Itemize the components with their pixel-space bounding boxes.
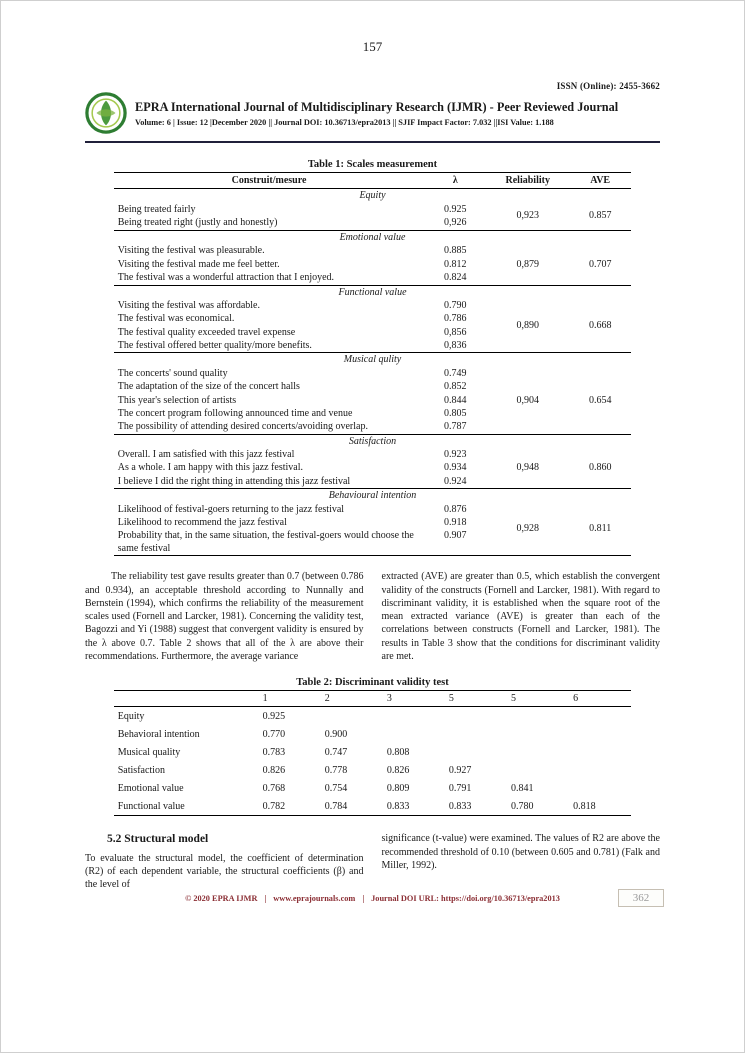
correlation-value: 0.784 bbox=[321, 797, 383, 816]
construct-item: The festival was economical. bbox=[117, 313, 235, 325]
correlation-value bbox=[569, 761, 631, 779]
construct-item: The concert program following announced time and venue bbox=[117, 407, 353, 419]
table2-column-header: 5 bbox=[445, 691, 507, 707]
table1-header-row bbox=[114, 173, 632, 189]
lambda-value: 0.812 bbox=[444, 258, 467, 270]
ave-value: 0.857 bbox=[588, 210, 612, 222]
table1-section-title: Satisfaction bbox=[114, 434, 632, 449]
table1-data-row bbox=[114, 504, 632, 517]
construct-item: Likelihood of festival-goers returning to the jazz festival bbox=[117, 504, 345, 515]
table1-section-title: Behavioural intention bbox=[114, 489, 632, 504]
table2-data-row bbox=[114, 725, 632, 743]
ave-value: 0.707 bbox=[588, 258, 612, 270]
correlation-value: 0.833 bbox=[445, 797, 507, 816]
reliability-value: 0,890 bbox=[516, 319, 539, 331]
table1-section-title: Emotional value bbox=[114, 230, 632, 245]
lambda-value: 0.805 bbox=[444, 407, 467, 419]
correlation-value: 0.782 bbox=[259, 797, 321, 816]
correlation-value bbox=[569, 743, 631, 761]
correlation-value: 0.754 bbox=[324, 782, 348, 794]
table2-row-label: Musical quality bbox=[117, 746, 181, 758]
footer-separator: | bbox=[264, 894, 267, 903]
page-content bbox=[85, 159, 660, 892]
journal-title-line bbox=[135, 100, 660, 115]
reliability-value: 0,904 bbox=[516, 394, 539, 406]
table1-title: Table 1: Scales measurement bbox=[307, 159, 438, 170]
construct-item: Likelihood to recommend the jazz festival bbox=[117, 517, 287, 529]
footer-page-number: 362 bbox=[618, 889, 664, 907]
table1-column-header: Reliability bbox=[486, 173, 569, 189]
lambda-value: 0.923 bbox=[444, 449, 467, 461]
table1-column-header: Construit/mesure bbox=[114, 173, 425, 189]
journal-logo-icon bbox=[85, 92, 127, 134]
reliability-value: 0,923 bbox=[516, 210, 539, 222]
correlation-value bbox=[569, 779, 631, 797]
table2-column-header: 1 bbox=[259, 691, 321, 707]
correlation-value bbox=[507, 743, 569, 761]
ave-value: 0.668 bbox=[588, 319, 612, 331]
text-column-right-1 bbox=[382, 570, 661, 663]
lambda-value: 0.790 bbox=[444, 300, 467, 312]
construct-item: The festival quality exceeded travel expense bbox=[117, 326, 296, 338]
construct-item: Being treated fairly bbox=[117, 203, 196, 215]
ave-value: 0.860 bbox=[588, 462, 612, 474]
correlation-value: 0.826 bbox=[386, 764, 410, 776]
construct-item: Being treated right (justly and honestly) bbox=[117, 217, 278, 229]
correlation-value bbox=[383, 707, 445, 726]
table2-row-label: Equity bbox=[117, 710, 145, 722]
footer-website-link[interactable]: www.eprajournals.com bbox=[273, 894, 356, 903]
construct-item: The possibility of attending desired concerts/avoiding overlap. bbox=[117, 420, 368, 432]
correlation-value: 0.791 bbox=[448, 782, 472, 794]
paragraph-structural-model-left: To evaluate the structural model, the coefficient of determination (R2) of each dependent variable, the structural coefficients (β) and the level of bbox=[85, 852, 364, 891]
lambda-value: 0.786 bbox=[444, 313, 467, 325]
lambda-value: 0.824 bbox=[444, 271, 467, 283]
correlation-value bbox=[445, 725, 507, 743]
construct-item: Visiting the festival was affordable. bbox=[117, 300, 260, 312]
text-column-right-2 bbox=[382, 832, 661, 891]
construct-item: Visiting the festival was pleasurable. bbox=[117, 245, 265, 257]
paragraph-ave: extracted (AVE) are greater than 0.5, which establish the convergent validity of the constructs (Fornell and Larcker, 1981). With regard to discriminant validity, it is established when the square root of the mean extracted variance (AVE) is greater than each of the correlations between constructs (Fornell and Larcker, 1981). The results in Table 3 show that the conditions for discriminant validity are met. bbox=[381, 571, 660, 663]
footer-copyright: © 2020 EPRA IJMR bbox=[185, 894, 258, 903]
lambda-value: 0.885 bbox=[444, 245, 467, 257]
issn-text: ISSN (Online): 2455-3662 bbox=[556, 81, 660, 91]
construct-item: The adaptation of the size of the concert halls bbox=[117, 381, 300, 393]
body-text-block-2 bbox=[85, 832, 660, 891]
table2-discriminant-validity bbox=[114, 690, 632, 816]
lambda-value: 0.907 bbox=[424, 530, 486, 556]
table1-data-row bbox=[114, 368, 632, 381]
correlation-value: 0.925 bbox=[262, 710, 286, 722]
correlation-value: 0.778 bbox=[324, 764, 348, 776]
correlation-value: 0.770 bbox=[262, 728, 286, 740]
table2-column-header: 3 bbox=[383, 691, 445, 707]
table2-title: Table 2: Discriminant validity test bbox=[296, 677, 449, 689]
table2-row-label: Functional value bbox=[114, 797, 259, 816]
table1-column-header: λ bbox=[424, 173, 486, 189]
table1-data-row bbox=[114, 203, 632, 216]
correlation-value: 0.900 bbox=[324, 728, 348, 740]
correlation-value bbox=[507, 761, 569, 779]
section-5-2-heading: 5.2 Structural model bbox=[107, 833, 209, 846]
table2-data-row bbox=[114, 761, 632, 779]
table2-data-row bbox=[114, 707, 632, 726]
table1-data-row bbox=[114, 300, 632, 313]
correlation-value: 0.780 bbox=[507, 797, 569, 816]
top-page-number: 157 bbox=[362, 39, 383, 54]
table1-section-title: Equity bbox=[114, 189, 632, 204]
lambda-value: 0.852 bbox=[444, 381, 467, 393]
reliability-value: 0,948 bbox=[516, 462, 539, 474]
correlation-value: 0.747 bbox=[324, 746, 348, 758]
page-footer bbox=[85, 894, 660, 903]
construct-item: Visiting the festival made me feel better. bbox=[117, 258, 280, 270]
journal-header bbox=[85, 81, 660, 134]
correlation-value: 0.927 bbox=[448, 764, 472, 776]
footer-separator: | bbox=[362, 894, 365, 903]
table1-data-row bbox=[114, 245, 632, 258]
table2-column-header: 6 bbox=[569, 691, 631, 707]
table1-section-row bbox=[114, 230, 632, 245]
journal-title: EPRA International Journal of Multidisciplinary Research (IJMR) bbox=[135, 99, 487, 114]
table2-header-row bbox=[114, 691, 632, 707]
table2-row-label: Emotional value bbox=[117, 782, 184, 794]
ave-value: 0.654 bbox=[588, 394, 612, 406]
correlation-value bbox=[383, 725, 445, 743]
correlation-value: 0.841 bbox=[511, 782, 534, 794]
correlation-value: 0.833 bbox=[383, 797, 445, 816]
correlation-value bbox=[507, 707, 569, 726]
lambda-value: 0,926 bbox=[444, 217, 467, 229]
construct-item: The festival offered better quality/more benefits. bbox=[117, 339, 312, 351]
correlation-value: 0.818 bbox=[569, 797, 631, 816]
construct-item: Overall. I am satisfied with this jazz festival bbox=[117, 449, 295, 461]
construct-item: The festival was a wonderful attraction that I enjoyed. bbox=[117, 271, 335, 283]
journal-meta: Volume: 6 | Issue: 12 |December 2020 || Journal DOI: 10.36713/epra2013 || SJIF Impact Factor: 7.032 ||ISI Value: 1.188 bbox=[135, 117, 554, 127]
ave-value: 0.811 bbox=[569, 504, 631, 556]
correlation-value bbox=[321, 707, 383, 726]
paragraph-reliability: The reliability test gave results greater than 0.7 (between 0.786 and 0.934), an acceptable threshold according to Nunnally and Bernstein (1994), which confirms the reliability of the measurement scales used (Fornell and Larcker, 1981). Concerning the validity test, Bagozzi and Yi (1988) suggest that convergent validity is ensured by the λ above 0.7. Table 2 shows that all of the λ are above their recommendations. Furthermore, the average variance bbox=[85, 571, 364, 663]
lambda-value: 0.934 bbox=[444, 462, 467, 474]
lambda-value: 0.918 bbox=[444, 517, 467, 529]
lambda-value: 0,856 bbox=[444, 326, 467, 338]
lambda-value: 0.924 bbox=[444, 475, 467, 487]
table2-row-label: Satisfaction bbox=[117, 764, 165, 776]
correlation-value: 0.826 bbox=[262, 764, 286, 776]
correlation-value: 0.768 bbox=[262, 782, 286, 794]
correlation-value: 0.808 bbox=[386, 746, 410, 758]
journal-subtitle: - Peer Reviewed Journal bbox=[486, 99, 619, 114]
lambda-value: 0,836 bbox=[444, 339, 467, 351]
construct-item: This year's selection of artists bbox=[117, 394, 237, 406]
correlation-value bbox=[569, 725, 631, 743]
text-column-left-2 bbox=[85, 832, 364, 891]
lambda-value: 0.876 bbox=[444, 504, 467, 515]
lambda-value: 0.925 bbox=[444, 203, 467, 215]
correlation-value bbox=[569, 707, 631, 726]
body-text-block-1 bbox=[85, 570, 660, 663]
table1-column-header: AVE bbox=[569, 173, 631, 189]
correlation-value: 0.809 bbox=[386, 782, 410, 794]
table2-data-row bbox=[114, 797, 632, 816]
table2-column-header: 5 bbox=[507, 691, 569, 707]
table2-row-label: Behavioral intention bbox=[117, 728, 200, 740]
construct-item: Probability that, in the same situation, the festival-goers would choose the same festival bbox=[114, 530, 425, 556]
reliability-value: 0,928 bbox=[486, 504, 569, 556]
footer-doi-link[interactable]: Journal DOI URL: https://doi.org/10.36713/epra2013 bbox=[371, 894, 560, 903]
reliability-value: 0,879 bbox=[516, 258, 539, 270]
paragraph-structural-model-right: significance (t-value) were examined. The values of R2 are above the recommended threshold of 0.10 (between 0.605 and 0.781) (Falk and Miller, 1992). bbox=[381, 833, 660, 871]
table1-body bbox=[114, 189, 632, 556]
lambda-value: 0.787 bbox=[444, 420, 467, 432]
correlation-value bbox=[445, 743, 507, 761]
lambda-value: 0.844 bbox=[444, 394, 467, 406]
table2-column-header bbox=[114, 691, 259, 707]
correlation-value bbox=[507, 725, 569, 743]
table1-section-title: Functional value bbox=[114, 285, 632, 300]
table1-section-row bbox=[114, 285, 632, 300]
table1-section-title: Musical qulity bbox=[114, 353, 632, 368]
lambda-value: 0.749 bbox=[444, 368, 467, 380]
construct-item: I believe I did the right thing in attending this jazz festival bbox=[117, 475, 351, 487]
text-column-left-1 bbox=[85, 570, 364, 663]
table1-section-row bbox=[114, 353, 632, 368]
construct-item: As a whole. I am happy with this jazz festival. bbox=[117, 462, 303, 474]
construct-item: The concerts' sound quality bbox=[117, 368, 228, 380]
table1-section-row bbox=[114, 489, 632, 504]
table2-data-row bbox=[114, 779, 632, 797]
correlation-value bbox=[445, 707, 507, 726]
correlation-value: 0.783 bbox=[262, 746, 286, 758]
table1-data-row bbox=[114, 449, 632, 462]
table1-section-row bbox=[114, 434, 632, 449]
table2-body bbox=[114, 707, 632, 816]
header-divider bbox=[85, 141, 660, 143]
table1-section-row bbox=[114, 189, 632, 204]
table1-scales-measurement bbox=[114, 172, 632, 556]
table2-column-header: 2 bbox=[321, 691, 383, 707]
table2-data-row bbox=[114, 743, 632, 761]
